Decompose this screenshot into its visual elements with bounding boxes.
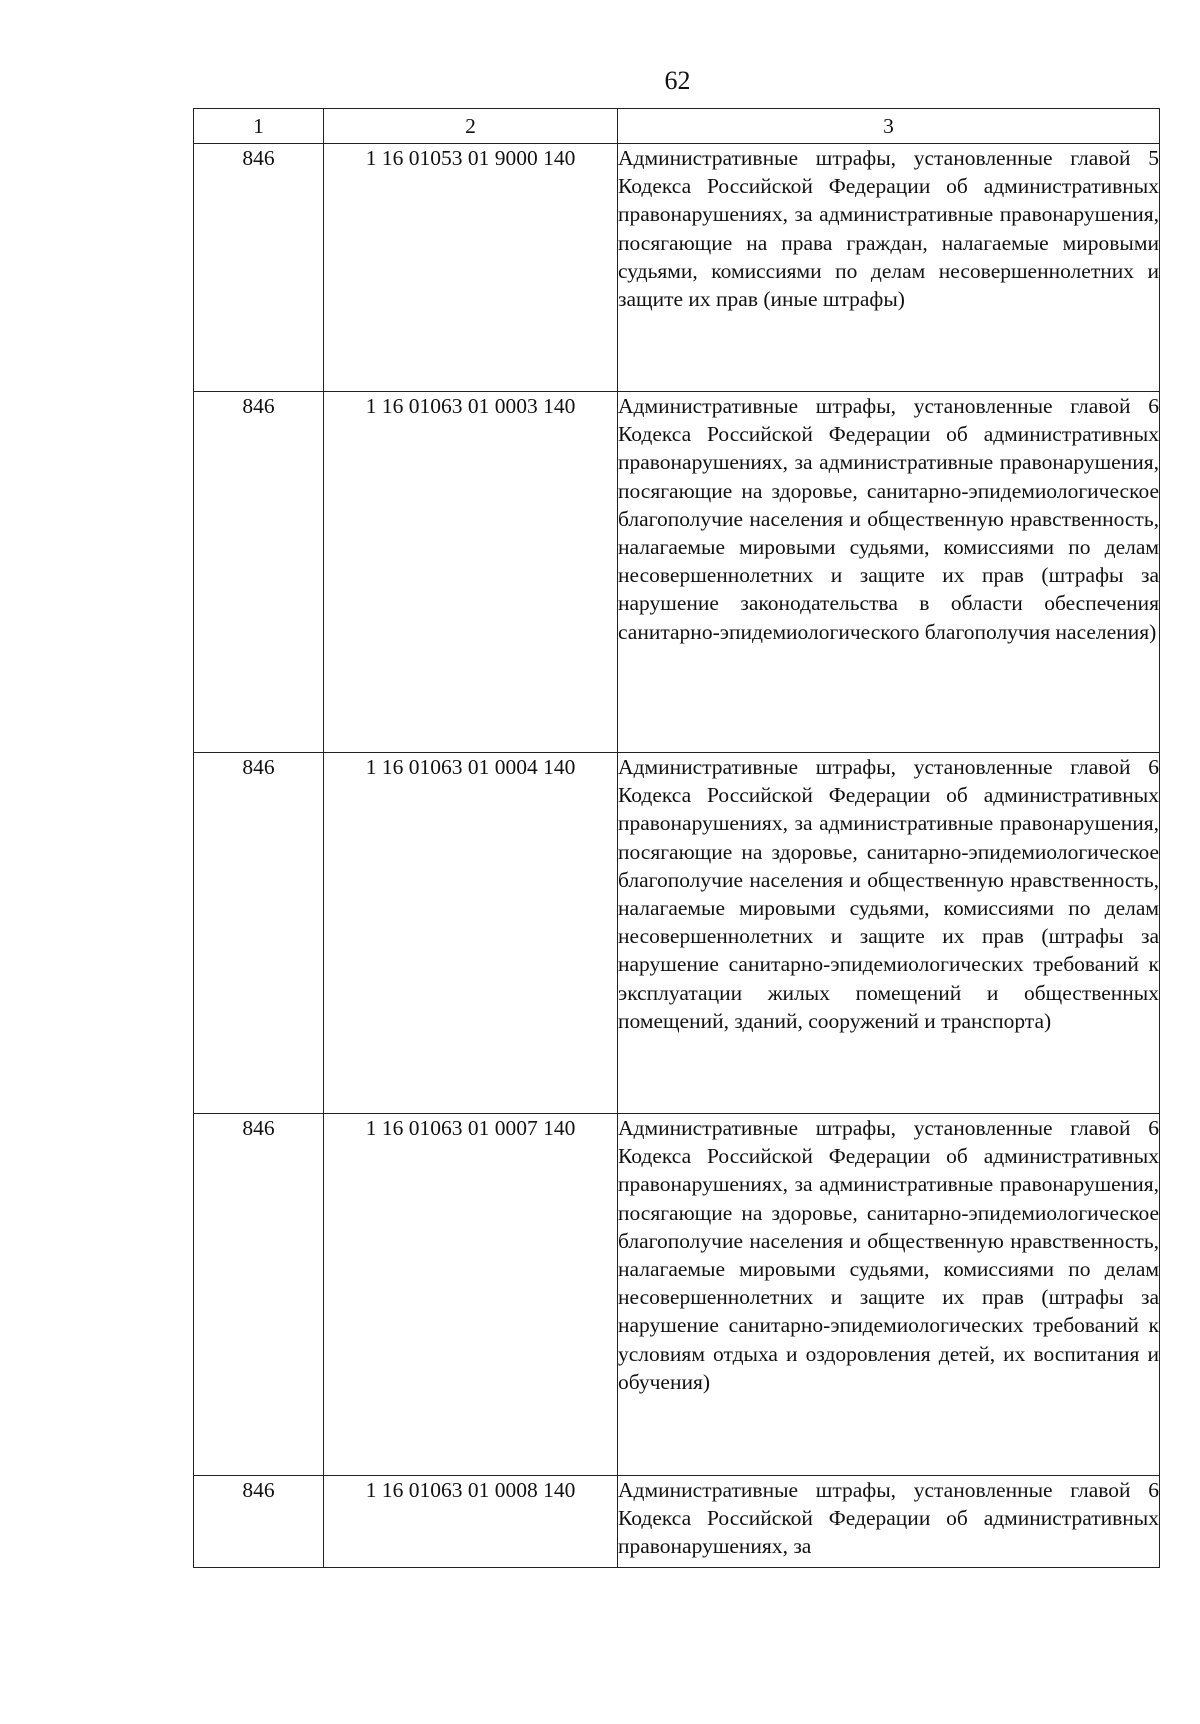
- table-row: [194, 1114, 1160, 1476]
- description-cell: Административные штрафы, установленные главой 6 Кодекса Российской Федерации об административных правонарушениях, за административные правонарушения, посягающие на здоровье, санитарно-эпидемиологическое благополучие населения и общественную нравственность, налагаемые мировыми судьями, комиссиями по делам несовершеннолетних и защите их прав (штрафы за нарушение законодательства в области обеспечения санитарно-эпидемиологического благополучия населения): [618, 392, 1160, 753]
- description-cell: Административные штрафы, установленные главой 6 Кодекса Российской Федерации об административных правонарушениях, за административные правонарушения, посягающие на здоровье, санитарно-эпидемиологическое благополучие населения и общественную нравственность, налагаемые мировыми судьями, комиссиями по делам несовершеннолетних и защите их прав (штрафы за нарушение санитарно-эпидемиологических требований к условиям отдыха и оздоровления детей, их воспитания и обучения): [618, 1114, 1160, 1476]
- admin-code-cell: 846: [194, 144, 324, 392]
- description-cell: Административные штрафы, установленные главой 5 Кодекса Российской Федерации об административных правонарушениях, за административные правонарушения, посягающие на права граждан, налагаемые мировыми судьями, комиссиями по делам несовершеннолетних и защите их прав (иные штрафы): [618, 144, 1160, 392]
- table-row: [194, 392, 1160, 753]
- description-cell: Административные штрафы, установленные главой 6 Кодекса Российской Федерации об административных правонарушениях, за: [618, 1476, 1160, 1568]
- column-header-3: 3: [618, 109, 1160, 144]
- column-header-2: 2: [324, 109, 618, 144]
- admin-code-cell: 846: [194, 1476, 324, 1568]
- kbk-code-cell: 1 16 01053 01 9000 140: [324, 144, 618, 392]
- admin-code-cell: 846: [194, 1114, 324, 1476]
- table-row: [194, 753, 1160, 1114]
- budget-classification-table: [193, 108, 1160, 1568]
- table-header-row: [194, 109, 1160, 144]
- kbk-code-cell: 1 16 01063 01 0007 140: [324, 1114, 618, 1476]
- admin-code-cell: 846: [194, 753, 324, 1114]
- kbk-code-cell: 1 16 01063 01 0003 140: [324, 392, 618, 753]
- description-cell: Административные штрафы, установленные главой 6 Кодекса Российской Федерации об административных правонарушениях, за административные правонарушения, посягающие на здоровье, санитарно-эпидемиологическое благополучие населения и общественную нравственность, налагаемые мировыми судьями, комиссиями по делам несовершеннолетних и защите их прав (штрафы за нарушение санитарно-эпидемиологических требований к эксплуатации жилых помещений и общественных помещений, зданий, сооружений и транспорта): [618, 753, 1160, 1114]
- kbk-code-cell: 1 16 01063 01 0004 140: [324, 753, 618, 1114]
- kbk-code-cell: 1 16 01063 01 0008 140: [324, 1476, 618, 1568]
- page-number: 62: [664, 66, 691, 95]
- table-row: [194, 144, 1160, 392]
- table-row: [194, 1476, 1160, 1568]
- column-header-1: 1: [194, 109, 324, 144]
- admin-code-cell: 846: [194, 392, 324, 753]
